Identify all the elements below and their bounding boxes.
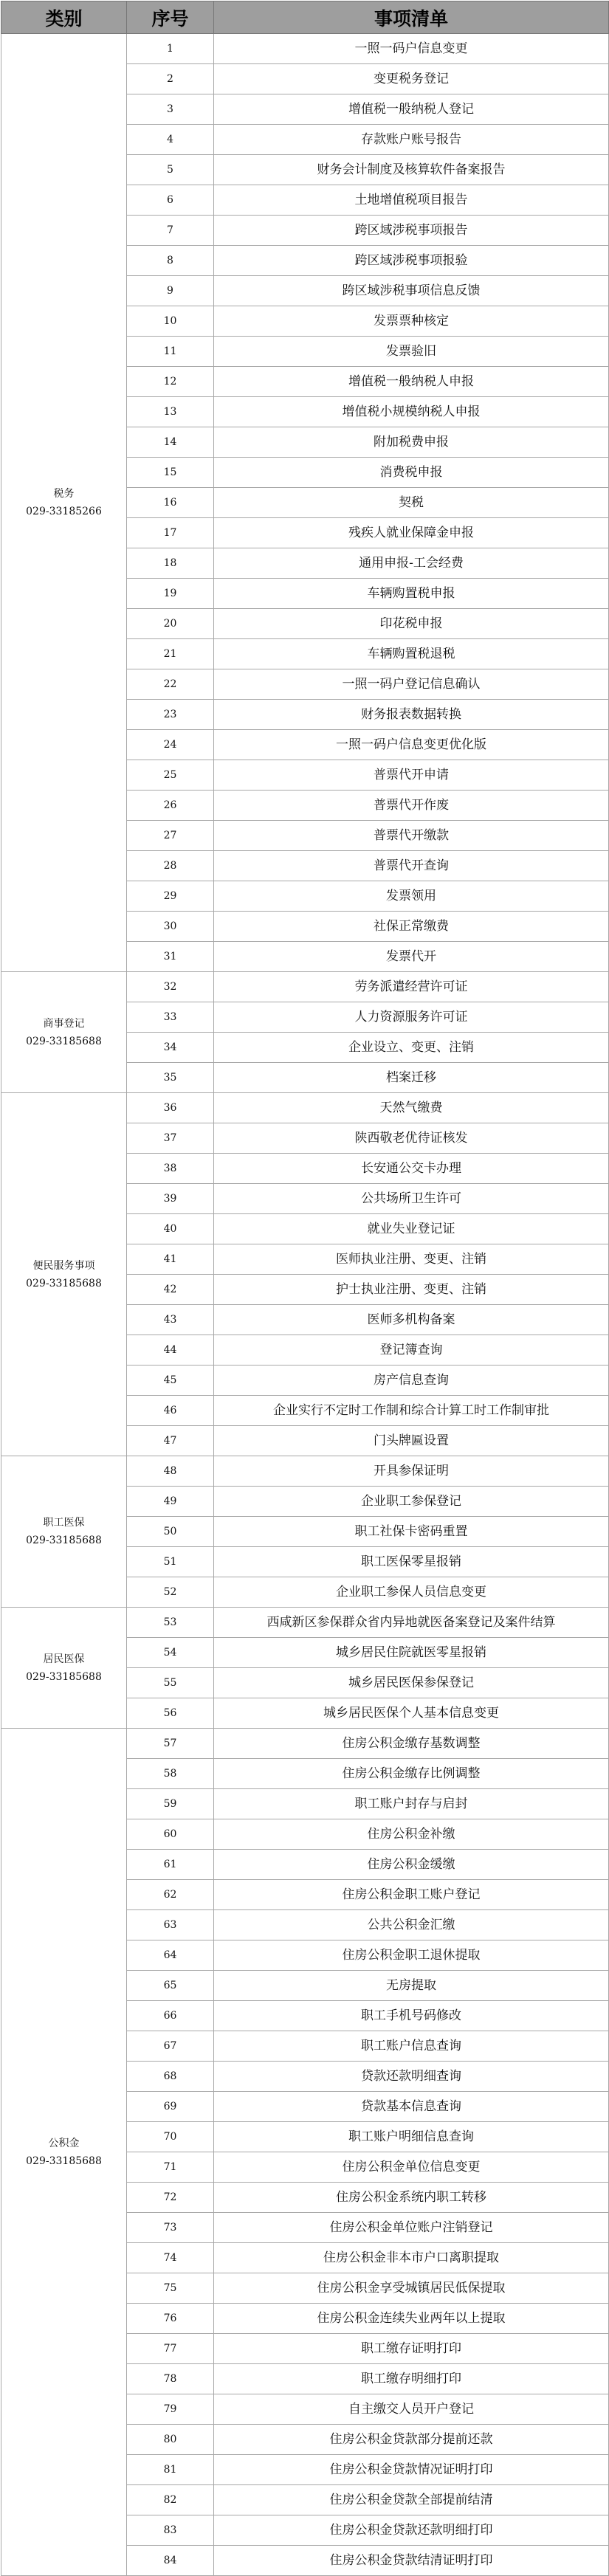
item-number: 51 xyxy=(127,1547,214,1577)
item-name: 土地增值税项目报告 xyxy=(214,185,609,216)
item-name: 跨区域涉税事项报验 xyxy=(214,246,609,276)
item-number: 61 xyxy=(127,1850,214,1880)
item-number: 81 xyxy=(127,2455,214,2485)
item-number: 43 xyxy=(127,1305,214,1335)
item-name: 职工社保卡密码重置 xyxy=(214,1517,609,1547)
item-name: 住房公积金贷款部分提前还款 xyxy=(214,2425,609,2455)
item-name: 医师多机构备案 xyxy=(214,1305,609,1335)
item-name: 企业职工参保登记 xyxy=(214,1487,609,1517)
table-row xyxy=(1,972,609,1002)
item-number: 47 xyxy=(127,1426,214,1456)
item-number: 65 xyxy=(127,1971,214,2001)
item-name: 职工账户封存与启封 xyxy=(214,1789,609,1819)
item-name: 存款账户账号报告 xyxy=(214,125,609,155)
item-number: 20 xyxy=(127,609,214,639)
category-cell xyxy=(1,1729,127,2576)
item-name: 企业实行不定时工作制和综合计算工时工作制审批 xyxy=(214,1396,609,1426)
item-number: 46 xyxy=(127,1396,214,1426)
table-row xyxy=(1,1456,609,1487)
item-name: 长安通公交卡办理 xyxy=(214,1154,609,1184)
item-number: 30 xyxy=(127,912,214,942)
item-number: 49 xyxy=(127,1487,214,1517)
item-number: 52 xyxy=(127,1577,214,1608)
item-number: 54 xyxy=(127,1638,214,1668)
item-number: 40 xyxy=(127,1214,214,1244)
item-number: 21 xyxy=(127,639,214,669)
category-cell xyxy=(1,1093,127,1456)
item-number: 58 xyxy=(127,1759,214,1789)
category-phone: 029-33185688 xyxy=(26,1277,102,1289)
item-name: 人力资源服务许可证 xyxy=(214,1002,609,1033)
item-number: 59 xyxy=(127,1789,214,1819)
item-name: 住房公积金享受城镇居民低保提取 xyxy=(214,2273,609,2304)
item-number: 80 xyxy=(127,2425,214,2455)
item-name: 贷款基本信息查询 xyxy=(214,2092,609,2122)
item-number: 77 xyxy=(127,2334,214,2364)
item-name: 住房公积金职工退休提取 xyxy=(214,1940,609,1971)
item-number: 23 xyxy=(127,700,214,730)
category-cell xyxy=(1,1608,127,1729)
item-number: 1 xyxy=(127,34,214,64)
category-cell xyxy=(1,972,127,1093)
item-name: 企业职工参保人员信息变更 xyxy=(214,1577,609,1608)
item-number: 31 xyxy=(127,942,214,972)
item-name: 就业失业登记证 xyxy=(214,1214,609,1244)
item-number: 55 xyxy=(127,1668,214,1698)
category-name: 居民医保 xyxy=(43,1653,85,1665)
item-name: 登记簿查询 xyxy=(214,1335,609,1366)
category-phone: 029-33185266 xyxy=(26,506,102,517)
table-row xyxy=(1,1729,609,1759)
item-number: 14 xyxy=(127,427,214,458)
item-name: 印花税申报 xyxy=(214,609,609,639)
item-name: 残疾人就业保障金申报 xyxy=(214,518,609,548)
table-row xyxy=(1,1608,609,1638)
item-name: 住房公积金贷款还款明细打印 xyxy=(214,2515,609,2546)
item-name: 发票票种核定 xyxy=(214,306,609,337)
item-number: 48 xyxy=(127,1456,214,1487)
item-number: 18 xyxy=(127,548,214,579)
item-name: 西咸新区参保群众省内异地就医备案登记及案件结算 xyxy=(214,1608,609,1638)
item-number: 22 xyxy=(127,669,214,700)
item-name: 增值税小规模纳税人申报 xyxy=(214,397,609,427)
item-number: 34 xyxy=(127,1033,214,1063)
item-number: 8 xyxy=(127,246,214,276)
item-number: 11 xyxy=(127,337,214,367)
item-number: 66 xyxy=(127,2001,214,2031)
item-name: 门头牌匾设置 xyxy=(214,1426,609,1456)
item-number: 26 xyxy=(127,791,214,821)
header-category: 类别 xyxy=(1,1,127,34)
category-name: 商事登记 xyxy=(43,1017,85,1030)
item-name: 车辆购置税退税 xyxy=(214,639,609,669)
item-number: 3 xyxy=(127,94,214,125)
item-name: 自主缴交人员开户登记 xyxy=(214,2394,609,2425)
item-name: 职工缴存明细打印 xyxy=(214,2364,609,2394)
category-cell xyxy=(1,34,127,972)
item-name: 护士执业注册、变更、注销 xyxy=(214,1275,609,1305)
item-name: 医师执业注册、变更、注销 xyxy=(214,1244,609,1275)
item-number: 33 xyxy=(127,1002,214,1033)
item-number: 32 xyxy=(127,972,214,1002)
item-name: 住房公积金缓缴 xyxy=(214,1850,609,1880)
item-number: 84 xyxy=(127,2546,214,2576)
item-number: 62 xyxy=(127,1880,214,1910)
item-number: 9 xyxy=(127,276,214,306)
header-number: 序号 xyxy=(127,1,214,34)
item-name: 跨区域涉税事项报告 xyxy=(214,216,609,246)
item-number: 73 xyxy=(127,2213,214,2243)
item-name: 住房公积金非本市户口离职提取 xyxy=(214,2243,609,2273)
item-number: 83 xyxy=(127,2515,214,2546)
item-name: 财务会计制度及核算软件备案报告 xyxy=(214,155,609,185)
item-name: 职工账户明细信息查询 xyxy=(214,2122,609,2152)
item-name: 城乡居民医保参保登记 xyxy=(214,1668,609,1698)
item-number: 67 xyxy=(127,2031,214,2062)
item-number: 39 xyxy=(127,1184,214,1214)
item-number: 24 xyxy=(127,730,214,760)
item-number: 64 xyxy=(127,1940,214,1971)
category-name: 公积金 xyxy=(48,2137,80,2149)
item-number: 36 xyxy=(127,1093,214,1123)
item-number: 27 xyxy=(127,821,214,851)
item-number: 2 xyxy=(127,64,214,94)
item-number: 44 xyxy=(127,1335,214,1366)
category-phone: 029-33185688 xyxy=(26,2155,102,2167)
item-name: 住房公积金缴存比例调整 xyxy=(214,1759,609,1789)
item-name: 公共场所卫生许可 xyxy=(214,1184,609,1214)
item-name: 增值税一般纳税人登记 xyxy=(214,94,609,125)
item-number: 68 xyxy=(127,2062,214,2092)
table-header-row xyxy=(1,1,609,34)
category-name: 税务 xyxy=(53,488,75,500)
table-body xyxy=(1,34,609,2576)
item-number: 42 xyxy=(127,1275,214,1305)
item-name: 发票验旧 xyxy=(214,337,609,367)
category-phone: 029-33185688 xyxy=(26,1535,102,1546)
item-number: 56 xyxy=(127,1698,214,1729)
item-number: 37 xyxy=(127,1123,214,1154)
item-number: 12 xyxy=(127,367,214,397)
item-number: 16 xyxy=(127,488,214,518)
item-number: 53 xyxy=(127,1608,214,1638)
item-name: 一照一码户登记信息确认 xyxy=(214,669,609,700)
item-name: 住房公积金补缴 xyxy=(214,1819,609,1850)
item-number: 35 xyxy=(127,1063,214,1093)
table-row xyxy=(1,34,609,64)
item-number: 69 xyxy=(127,2092,214,2122)
item-name: 城乡居民住院就医零星报销 xyxy=(214,1638,609,1668)
item-name: 住房公积金职工账户登记 xyxy=(214,1880,609,1910)
item-name: 普票代开申请 xyxy=(214,760,609,791)
item-name: 住房公积金贷款结清证明打印 xyxy=(214,2546,609,2576)
item-name: 普票代开作废 xyxy=(214,791,609,821)
item-number: 45 xyxy=(127,1366,214,1396)
item-name: 住房公积金单位账户注销登记 xyxy=(214,2213,609,2243)
item-name: 陕西敬老优待证核发 xyxy=(214,1123,609,1154)
item-name: 一照一码户信息变更 xyxy=(214,34,609,64)
item-name: 附加税费申报 xyxy=(214,427,609,458)
service-items-table xyxy=(1,1,609,2576)
item-name: 社保正常缴费 xyxy=(214,912,609,942)
item-name: 住房公积金缴存基数调整 xyxy=(214,1729,609,1759)
header-item-list: 事项清单 xyxy=(214,1,609,34)
category-name: 便民服务事项 xyxy=(32,1259,95,1272)
item-number: 17 xyxy=(127,518,214,548)
service-list-document xyxy=(1,1,608,2576)
item-name: 劳务派遣经营许可证 xyxy=(214,972,609,1002)
item-name: 跨区域涉税事项信息反馈 xyxy=(214,276,609,306)
item-name: 城乡居民医保个人基本信息变更 xyxy=(214,1698,609,1729)
item-number: 29 xyxy=(127,881,214,912)
item-name: 职工医保零星报销 xyxy=(214,1547,609,1577)
item-number: 38 xyxy=(127,1154,214,1184)
category-name: 职工医保 xyxy=(43,1517,85,1529)
item-number: 60 xyxy=(127,1819,214,1850)
item-name: 通用申报-工会经费 xyxy=(214,548,609,579)
item-number: 72 xyxy=(127,2183,214,2213)
item-name: 住房公积金贷款情况证明打印 xyxy=(214,2455,609,2485)
item-name: 消费税申报 xyxy=(214,458,609,488)
item-number: 63 xyxy=(127,1910,214,1940)
item-number: 71 xyxy=(127,2152,214,2183)
item-name: 普票代开查询 xyxy=(214,851,609,881)
item-name: 发票领用 xyxy=(214,881,609,912)
item-number: 57 xyxy=(127,1729,214,1759)
item-number: 15 xyxy=(127,458,214,488)
table-row xyxy=(1,1093,609,1123)
item-number: 10 xyxy=(127,306,214,337)
item-name: 企业设立、变更、注销 xyxy=(214,1033,609,1063)
item-number: 13 xyxy=(127,397,214,427)
item-number: 74 xyxy=(127,2243,214,2273)
item-number: 5 xyxy=(127,155,214,185)
item-number: 25 xyxy=(127,760,214,791)
item-name: 职工缴存证明打印 xyxy=(214,2334,609,2364)
item-name: 财务报表数据转换 xyxy=(214,700,609,730)
item-number: 28 xyxy=(127,851,214,881)
item-number: 70 xyxy=(127,2122,214,2152)
item-name: 住房公积金系统内职工转移 xyxy=(214,2183,609,2213)
item-number: 19 xyxy=(127,579,214,609)
item-name: 增值税一般纳税人申报 xyxy=(214,367,609,397)
item-number: 82 xyxy=(127,2485,214,2515)
item-name: 普票代开缴款 xyxy=(214,821,609,851)
item-number: 6 xyxy=(127,185,214,216)
item-name: 公共公积金汇缴 xyxy=(214,1910,609,1940)
item-name: 变更税务登记 xyxy=(214,64,609,94)
item-name: 天然气缴费 xyxy=(214,1093,609,1123)
category-phone: 029-33185688 xyxy=(26,1035,102,1047)
item-number: 41 xyxy=(127,1244,214,1275)
item-name: 一照一码户信息变更优化版 xyxy=(214,730,609,760)
item-name: 房产信息查询 xyxy=(214,1366,609,1396)
item-name: 住房公积金单位信息变更 xyxy=(214,2152,609,2183)
item-name: 职工手机号码修改 xyxy=(214,2001,609,2031)
item-number: 7 xyxy=(127,216,214,246)
item-name: 车辆购置税申报 xyxy=(214,579,609,609)
item-number: 76 xyxy=(127,2304,214,2334)
item-number: 75 xyxy=(127,2273,214,2304)
category-phone: 029-33185688 xyxy=(26,1670,102,1683)
item-number: 50 xyxy=(127,1517,214,1547)
item-name: 契税 xyxy=(214,488,609,518)
item-number: 78 xyxy=(127,2364,214,2394)
item-number: 79 xyxy=(127,2394,214,2425)
item-name: 开具参保证明 xyxy=(214,1456,609,1487)
item-name: 无房提取 xyxy=(214,1971,609,2001)
item-name: 发票代开 xyxy=(214,942,609,972)
item-name: 住房公积金连续失业两年以上提取 xyxy=(214,2304,609,2334)
item-number: 4 xyxy=(127,125,214,155)
item-name: 住房公积金贷款全部提前结清 xyxy=(214,2485,609,2515)
item-name: 贷款还款明细查询 xyxy=(214,2062,609,2092)
category-cell xyxy=(1,1456,127,1608)
item-name: 档案迁移 xyxy=(214,1063,609,1093)
item-name: 职工账户信息查询 xyxy=(214,2031,609,2062)
